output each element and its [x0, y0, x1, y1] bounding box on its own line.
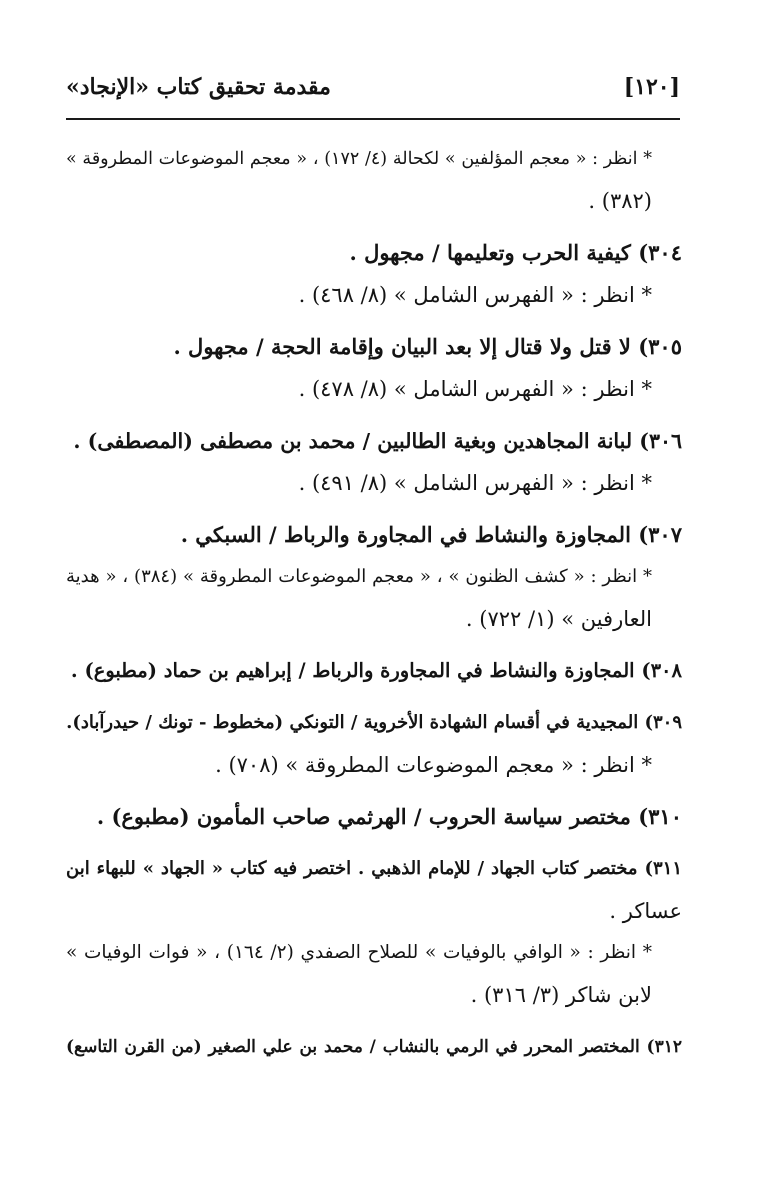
entry-title: ٣٠٩) المجيدية في أقسام الشهادة الأخروية / التونكي (مخطوط - تونك / حيدرآباد). [66, 712, 682, 733]
page-body [66, 138, 682, 1068]
entry-title: ٣٠٤) كيفية الحرب وتعليمها / مجهول . [349, 240, 682, 265]
reference-line: * انظر : « الفهرس الشامل » (٨/ ٤٩١) . [298, 471, 652, 495]
entry-title: ٣٠٨) المجاوزة والنشاط في المجاورة والرباط / إبراهيم بن حماد (مطبوع) . [70, 659, 682, 682]
reference-line: * انظر : « معجم المؤلفين » لكحالة (٤/ ١٧٢) ، « معجم الموضوعات المطروقة » [66, 149, 652, 169]
reference-line: * انظر : « الفهرس الشامل » (٨/ ٤٧٨) . [298, 377, 652, 401]
reference-line: لابن شاكر (٣/ ٣١٦) . [470, 983, 652, 1007]
reference-line: * انظر : « الوافي بالوفيات » للصلاح الصفدي (٢/ ١٦٤) ، « فوات الوفيات » [66, 942, 652, 963]
page-number: [١٢٠] [623, 74, 680, 100]
entry-continuation: عساكر . [609, 899, 682, 923]
reference-line: * انظر : « الفهرس الشامل » (٨/ ٤٦٨) . [298, 283, 652, 307]
entry-title: ٣٠٦) لبانة المجاهدين وبغية الطالبين / محمد بن مصطفى (المصطفى) . [73, 429, 682, 453]
entry-title: ٣٠٧) المجاوزة والنشاط في المجاورة والرباط / السبكي . [180, 522, 682, 547]
reference-line: * انظر : « كشف الظنون » ، « معجم الموضوعات المطروقة » (٣٨٤) ، « هدية [66, 566, 652, 587]
entry-title: ٣٠٥) لا قتل ولا قتال إلا بعد البيان وإقامة الحجة / مجهول . [173, 334, 682, 359]
page-header [66, 68, 680, 108]
header-rule [66, 118, 680, 120]
reference-line: * انظر : « معجم الموضوعات المطروقة » (٧٠٨) . [215, 753, 652, 777]
reference-line: (٣٨٢) . [588, 189, 652, 213]
entry-title: ٣١٠) مختصر سياسة الحروب / الهرثمي صاحب المأمون (مطبوع) . [96, 804, 682, 829]
entry-title: ٣١٢) المختصر المحرر في الرمي بالنشاب / محمد بن علي الصغير (من القرن التاسع) [66, 1037, 682, 1057]
reference-line: العارفين » (١/ ٧٢٢) . [465, 607, 652, 631]
entry-title: ٣١١) مختصر كتاب الجهاد / للإمام الذهبي . اختصر فيه كتاب « الجهاد » للبهاء ابن [66, 858, 682, 879]
running-title: مقدمة تحقيق كتاب «الإنجاد» [66, 74, 331, 100]
